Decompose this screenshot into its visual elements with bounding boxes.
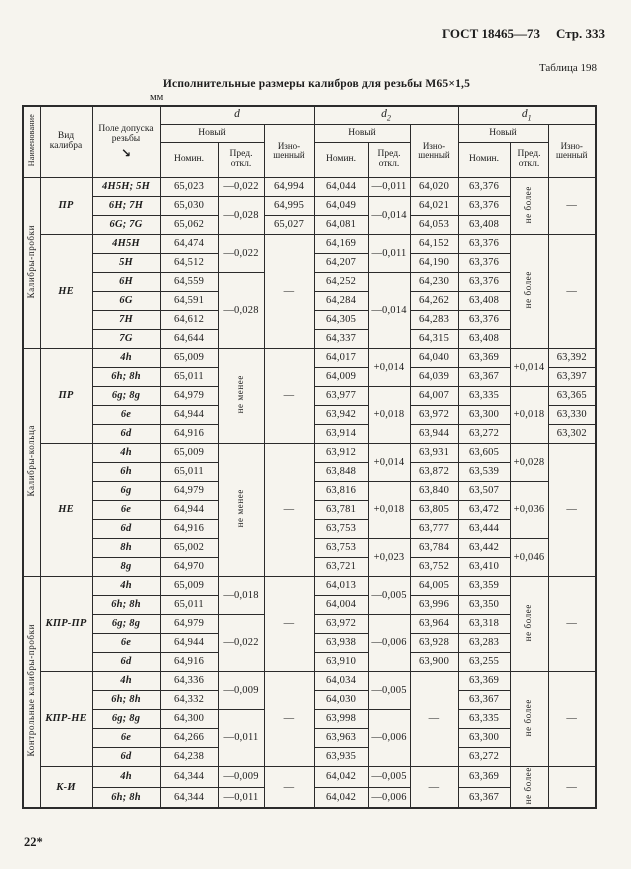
value-cell: 64,284 [314,292,368,311]
value-cell: 65,030 [160,197,218,216]
tolerance-field: 6e [92,406,160,425]
value-cell: 63,912 [314,444,368,463]
value-cell: 63,507 [458,482,510,501]
rotated-text: не более [523,603,534,642]
value-cell: 64,979 [160,387,218,406]
rotated-text: Контрольные калибры-пробки [26,624,37,757]
header-new-d2: Новый [314,125,410,143]
value-cell: 65,009 [160,444,218,463]
tolerance-field: 8g [92,558,160,577]
dash-cell: — [264,767,314,809]
value-cell: 63,365 [548,387,596,406]
value-cell: 65,011 [160,368,218,387]
value-cell: 64,207 [314,254,368,273]
value-cell: 64,004 [314,596,368,615]
value-cell: 63,255 [458,653,510,672]
value-cell: 65,011 [160,596,218,615]
header-deviation-d2: Пред. откл. [368,143,410,178]
value-cell: 64,262 [410,292,458,311]
tolerance-field: 6G; 7G [92,216,160,235]
value-cell: 65,062 [160,216,218,235]
value-cell: —0,005 [368,672,410,710]
value-cell: 64,559 [160,273,218,292]
tolerance-field: 6g; 8g [92,387,160,406]
value-cell: 63,998 [314,710,368,729]
value-cell: +0,023 [368,539,410,577]
value-cell: 63,605 [458,444,510,463]
limit-note [510,672,548,767]
tolerance-field: 6g; 8g [92,615,160,634]
value-cell: 63,359 [458,577,510,596]
value-cell: 63,318 [458,615,510,634]
value-cell: 63,335 [458,710,510,729]
header-new-d1: Новый [458,125,548,143]
tolerance-field: 4h [92,577,160,596]
gauge-type: ПР [40,349,92,444]
table-row [23,235,596,254]
value-cell: —0,014 [368,273,410,349]
tolerance-field: 6g [92,482,160,501]
table-body [23,178,596,809]
rotated-text: Калибры-пробки [26,224,37,299]
header-new-d: Новый [160,125,264,143]
page-number: Стр. 333 [556,26,605,41]
value-cell: 64,300 [160,710,218,729]
value-cell: 65,002 [160,539,218,558]
value-cell: 63,721 [314,558,368,577]
tolerance-field: 4h [92,767,160,788]
value-cell: 63,369 [458,767,510,788]
table-row [23,672,596,691]
tolerance-field: 7G [92,330,160,349]
value-cell: 63,300 [458,729,510,748]
value-cell: 64,644 [160,330,218,349]
value-cell: —0,011 [218,710,264,767]
dash-cell: — [264,577,314,672]
value-cell: 63,397 [548,368,596,387]
tolerance-field: 6g; 8g [92,710,160,729]
value-cell: 63,996 [410,596,458,615]
dash-cell: — [548,577,596,672]
limit-note [218,349,264,444]
rotated-text: не менее [235,489,246,528]
value-cell: —0,006 [368,787,410,808]
value-cell: 63,753 [314,539,368,558]
dimension-symbol: d [234,108,240,121]
dash-cell: — [548,767,596,809]
header-pole-dopuska [92,106,160,178]
value-cell: 63,914 [314,425,368,444]
tolerance-field: 6d [92,653,160,672]
table-row [23,178,596,197]
page-header [22,26,611,42]
value-cell: 63,900 [410,653,458,672]
value-cell: 63,408 [458,292,510,311]
table-head [23,106,596,178]
value-cell: —0,014 [368,197,410,235]
value-cell: 65,009 [160,577,218,596]
value-cell: 63,472 [458,501,510,520]
value-cell: —0,022 [218,235,264,273]
dash-cell: — [264,235,314,349]
rotated-text: не более [523,698,534,737]
gauge-type: КПР-НЕ [40,672,92,767]
value-cell: 64,009 [314,368,368,387]
arrow-icon: ↘ [120,145,132,160]
header-deviation-d1: Пред. откл. [510,143,548,178]
header-nominal-d1: Номин. [458,143,510,178]
header-worn-d1: Изно-шенный [548,125,596,178]
gauge-type: НЕ [40,235,92,349]
value-cell: 64,979 [160,615,218,634]
dimension-symbol: d [521,108,528,121]
value-cell: +0,046 [510,539,548,577]
value-cell: 63,408 [458,216,510,235]
value-cell: 64,315 [410,330,458,349]
value-cell: 63,410 [458,558,510,577]
value-cell: 64,013 [314,577,368,596]
tolerance-field: 7H [92,311,160,330]
value-cell: 63,283 [458,634,510,653]
value-cell: 63,816 [314,482,368,501]
value-cell: 63,330 [548,406,596,425]
value-cell: 64,021 [410,197,458,216]
value-cell: —0,009 [218,672,264,710]
value-cell: 64,034 [314,672,368,691]
tolerance-field: 5H [92,254,160,273]
value-cell: 63,784 [410,539,458,558]
tolerance-field: 6H; 7H [92,197,160,216]
tolerance-field: 6G [92,292,160,311]
value-cell: 64,017 [314,349,368,368]
value-cell: 63,444 [458,520,510,539]
value-cell: 65,027 [264,216,314,235]
value-cell: 63,302 [548,425,596,444]
value-cell: —0,005 [368,767,410,788]
header-nominal-d: Номин. [160,143,218,178]
value-cell: 64,979 [160,482,218,501]
value-cell: 63,408 [458,330,510,349]
value-cell: —0,022 [218,615,264,672]
value-cell: 63,753 [314,520,368,539]
value-cell: —0,011 [368,178,410,197]
gost-number: ГОСТ 18465—73 [441,26,540,41]
header-group-d1 [458,106,596,125]
value-cell: 64,190 [410,254,458,273]
value-cell: 63,392 [548,349,596,368]
value-cell: 64,053 [410,216,458,235]
value-cell: +0,028 [510,444,548,482]
value-cell: 63,350 [458,596,510,615]
value-cell: 63,910 [314,653,368,672]
table-row [23,767,596,788]
table-reference: Таблица 198 [538,62,597,74]
header-deviation-d: Пред. откл. [218,143,264,178]
value-cell: 63,376 [458,254,510,273]
header-group-d [160,106,314,125]
rotated-text: не менее [235,375,246,414]
dimension-subscript: 2 [386,113,391,123]
gauge-type: КПР-ПР [40,577,92,672]
tolerance-field: 6h; 8h [92,787,160,808]
value-cell: 63,369 [458,349,510,368]
value-cell: 64,238 [160,748,218,767]
value-cell: —0,028 [218,273,264,349]
header-group-d2 [314,106,458,125]
value-cell: 63,805 [410,501,458,520]
tolerance-field: 6h; 8h [92,691,160,710]
value-cell: +0,014 [368,444,410,482]
value-cell: 64,336 [160,672,218,691]
gauge-type: НЕ [40,444,92,577]
value-cell: 64,995 [264,197,314,216]
tolerance-field: 6H [92,273,160,292]
value-cell: 63,777 [410,520,458,539]
value-cell: 64,512 [160,254,218,273]
value-cell: 64,916 [160,520,218,539]
value-cell: 64,005 [410,577,458,596]
value-cell: 63,972 [410,406,458,425]
value-cell: 63,931 [410,444,458,463]
dash-cell: — [410,767,458,809]
value-cell: —0,011 [368,235,410,273]
limit-note [510,235,548,349]
gauge-type: ПР [40,178,92,235]
value-cell: 64,612 [160,311,218,330]
value-cell: 64,152 [410,235,458,254]
value-cell: 64,042 [314,767,368,788]
value-cell: 64,081 [314,216,368,235]
value-cell: 63,964 [410,615,458,634]
value-cell: 63,944 [410,425,458,444]
value-cell: 64,266 [160,729,218,748]
value-cell: 63,848 [314,463,368,482]
value-cell: 63,367 [458,691,510,710]
value-cell: —0,006 [368,710,410,767]
tolerance-field: 6d [92,748,160,767]
value-cell: 64,332 [160,691,218,710]
header-nominal-d2: Номин. [314,143,368,178]
value-cell: +0,014 [510,349,548,387]
dimension-subscript: 1 [527,113,532,123]
tolerance-field: 6h [92,463,160,482]
value-cell: +0,036 [510,482,548,539]
section-label [23,349,40,577]
value-cell: 63,872 [410,463,458,482]
value-cell: +0,014 [368,349,410,387]
value-cell: 63,928 [410,634,458,653]
header-naimenovanie-label: Наименование [26,113,36,167]
value-cell: 63,376 [458,197,510,216]
value-cell: 64,040 [410,349,458,368]
value-cell: 64,944 [160,634,218,653]
value-cell: 65,023 [160,178,218,197]
value-cell: 63,935 [314,748,368,767]
value-cell: 64,252 [314,273,368,292]
value-cell: 64,020 [410,178,458,197]
tolerance-field: 6d [92,520,160,539]
limit-note [510,767,548,809]
value-cell: —0,022 [218,178,264,197]
value-cell: 63,963 [314,729,368,748]
dash-cell: — [264,444,314,577]
value-cell: 63,977 [314,387,368,406]
value-cell: 64,169 [314,235,368,254]
dash-cell: — [548,178,596,235]
value-cell: 63,335 [458,387,510,406]
value-cell: 63,972 [314,615,368,634]
tolerance-field: 4H5H; 5H [92,178,160,197]
value-cell: 63,272 [458,748,510,767]
rotated-text: не более [523,767,534,805]
value-cell: 63,369 [458,672,510,691]
value-cell: 63,539 [458,463,510,482]
tolerance-field: 6e [92,501,160,520]
tolerance-field: 6e [92,634,160,653]
rotated-text: не более [523,271,534,309]
tolerance-field: 8h [92,539,160,558]
gauge-dimensions-table [22,105,597,809]
header-pole-label: Поле допуска резьбы [98,124,154,144]
tolerance-field: 6e [92,729,160,748]
section-label [23,577,40,809]
units-label: мм [150,92,164,103]
dash-cell: — [264,672,314,767]
value-cell: 64,916 [160,425,218,444]
value-cell: —0,005 [368,577,410,615]
value-cell: 63,942 [314,406,368,425]
value-cell: 64,344 [160,767,218,788]
value-cell: 64,944 [160,501,218,520]
value-cell: +0,018 [510,387,548,444]
value-cell: 63,367 [458,787,510,808]
table-row [23,349,596,368]
value-cell: 64,344 [160,787,218,808]
value-cell: 64,944 [160,406,218,425]
value-cell: 63,272 [458,425,510,444]
header-vid-kalibra: Вид калибра [40,106,92,178]
value-cell: 64,474 [160,235,218,254]
dimension-symbol: d [381,108,387,121]
dash-cell: — [548,235,596,349]
value-cell: +0,018 [368,482,410,539]
value-cell: 64,230 [410,273,458,292]
value-cell: 63,752 [410,558,458,577]
value-cell: —0,009 [218,767,264,788]
value-cell: —0,018 [218,577,264,615]
value-cell: 64,030 [314,691,368,710]
value-cell: 64,007 [410,387,458,406]
value-cell: 63,442 [458,539,510,558]
header-worn-d: Изно-шенный [264,125,314,178]
value-cell: —0,011 [218,787,264,808]
tolerance-field: 4h [92,444,160,463]
value-cell: 63,376 [458,273,510,292]
rotated-text: не более [523,185,534,224]
section-label [23,178,40,349]
table-title: Исполнительные размеры калибров для резьбы М65×1,5 [162,78,471,90]
value-cell: 64,283 [410,311,458,330]
dash-cell: — [548,672,596,767]
value-cell: 63,376 [458,311,510,330]
value-cell: 63,938 [314,634,368,653]
tolerance-field: 4h [92,672,160,691]
header-row-groups [23,106,596,125]
value-cell: 64,916 [160,653,218,672]
rotated-text: Калибры-кольца [26,425,37,497]
value-cell: 64,591 [160,292,218,311]
value-cell: 64,337 [314,330,368,349]
value-cell: 64,970 [160,558,218,577]
value-cell: 64,305 [314,311,368,330]
limit-note [510,178,548,235]
page-footer-mark: 22* [24,835,43,850]
value-cell: 65,011 [160,463,218,482]
value-cell: 63,376 [458,178,510,197]
value-cell: 64,042 [314,787,368,808]
tolerance-field: 6h; 8h [92,596,160,615]
header-naimenovanie [23,106,40,178]
value-cell: 63,840 [410,482,458,501]
value-cell: 63,781 [314,501,368,520]
dash-cell: — [264,349,314,444]
tolerance-field: 4h [92,349,160,368]
header-worn-d2: Изно-шенный [410,125,458,178]
value-cell: 64,049 [314,197,368,216]
tolerance-field: 4H5H [92,235,160,254]
dash-cell: — [410,672,458,767]
value-cell: 63,367 [458,368,510,387]
value-cell: 64,044 [314,178,368,197]
limit-note [218,444,264,577]
table-row [23,444,596,463]
value-cell: —0,006 [368,615,410,672]
value-cell: 64,039 [410,368,458,387]
tolerance-field: 6d [92,425,160,444]
value-cell: +0,018 [368,387,410,444]
tolerance-field: 6h; 8h [92,368,160,387]
value-cell: 63,376 [458,235,510,254]
value-cell: 64,994 [264,178,314,197]
gauge-type: К-И [40,767,92,809]
value-cell: —0,028 [218,197,264,235]
limit-note [510,577,548,672]
table-row [23,577,596,596]
value-cell: 63,300 [458,406,510,425]
value-cell: 65,009 [160,349,218,368]
dash-cell: — [548,444,596,577]
